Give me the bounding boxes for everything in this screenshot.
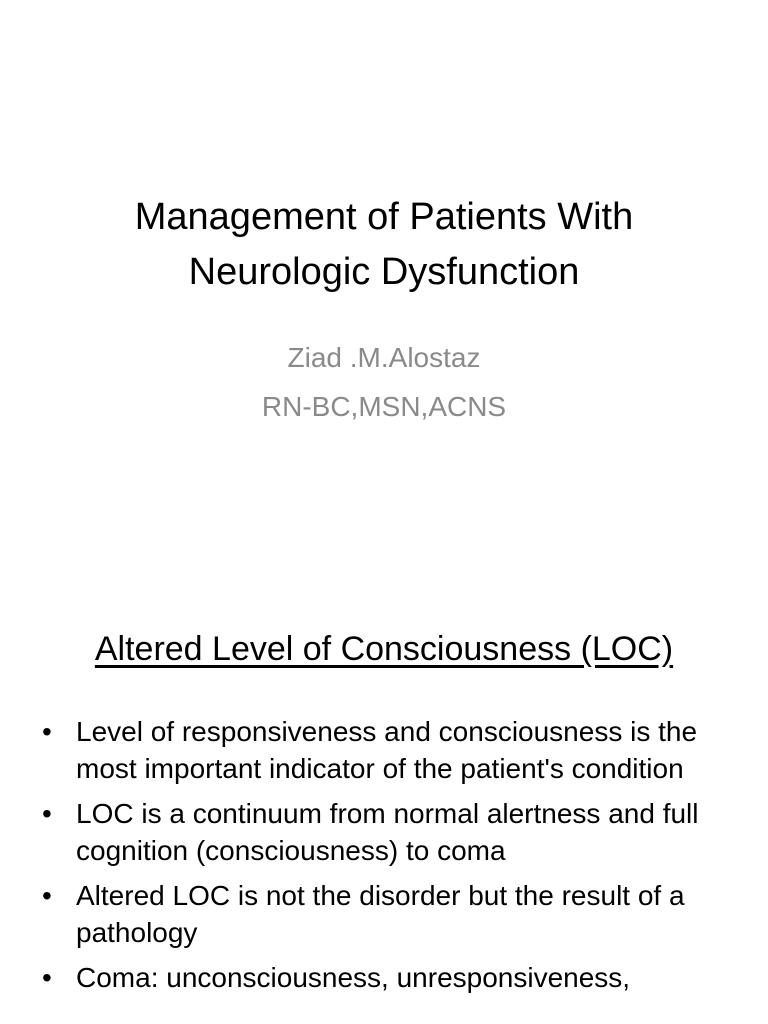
slide-title-line-1: Management of Patients With [134, 196, 634, 238]
content-slide [0, 576, 768, 1024]
bullet-marker: • [42, 880, 52, 911]
slide-title-line-2: Neurologic Dysfunction [188, 251, 580, 293]
bullet-text: Coma: unconsciousness, unresponsiveness, [76, 962, 631, 993]
slide-subtitle [0, 333, 768, 431]
bullet-text: Altered LOC is not the disorder but the result of a pathology [76, 880, 685, 948]
bullet-marker: • [42, 716, 52, 747]
bullet-marker: • [42, 962, 52, 993]
slide-heading: Altered Level of Consciousness (LOC) [94, 630, 674, 668]
author-name: Ziad .M.Alostaz [287, 342, 481, 373]
bullet-item [0, 877, 768, 951]
bullet-item [0, 795, 768, 869]
author-credentials: RN-BC,MSN,ACNS [261, 391, 507, 422]
bullet-text: LOC is a continuum from normal alertness and full cognition (consciousness) to coma [76, 798, 699, 866]
bullet-list [0, 713, 768, 1004]
slide-title [0, 190, 768, 300]
bullet-marker: • [42, 798, 52, 829]
bullet-item [0, 713, 768, 787]
bullet-item [0, 959, 768, 996]
bullet-text: Level of responsiveness and consciousness is the most important indicator of the patient's condition [76, 716, 698, 784]
